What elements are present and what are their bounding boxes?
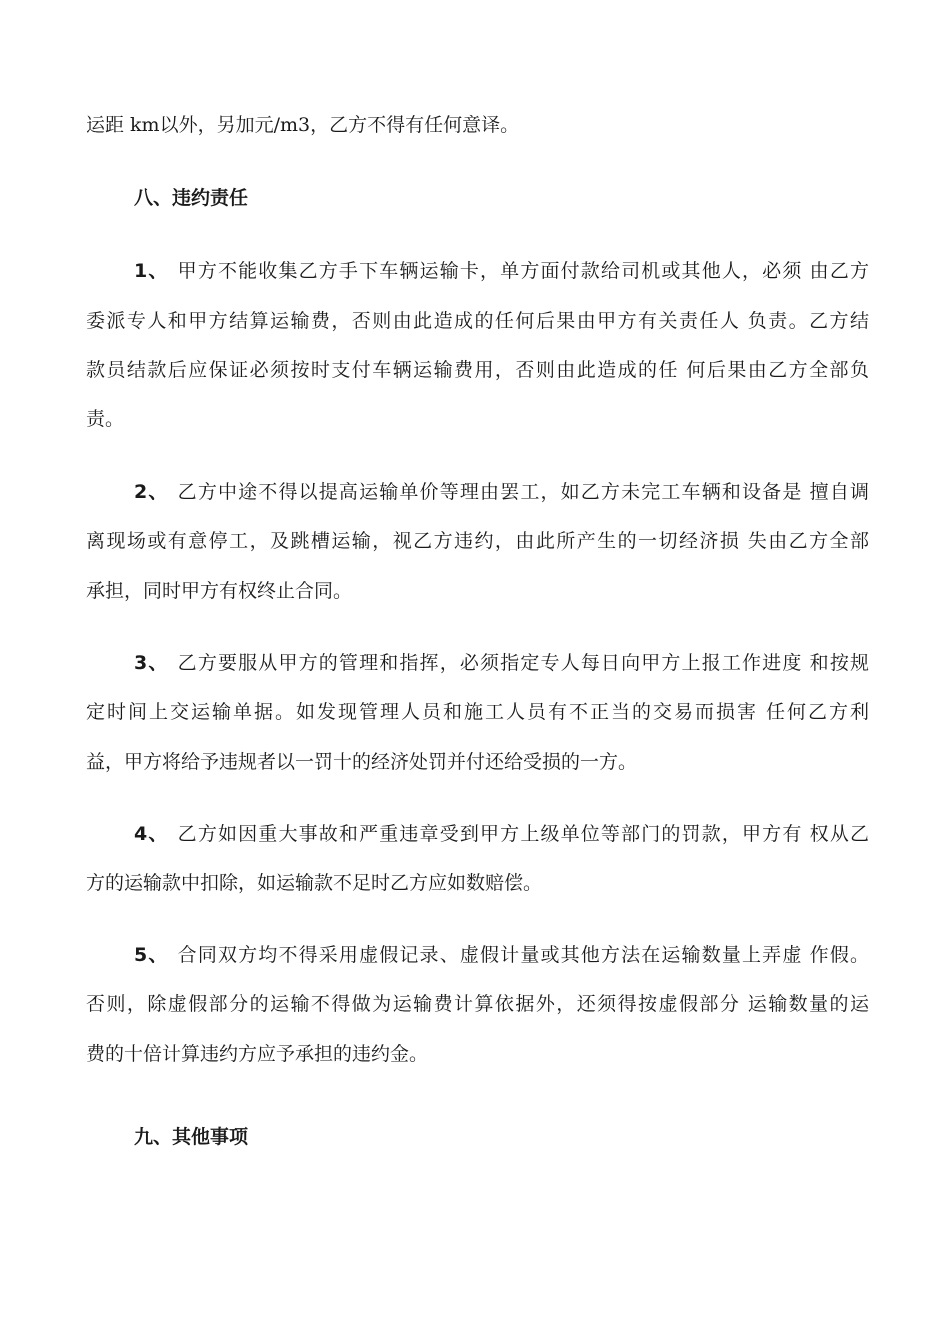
item-5-line-1: 5、 合同双方均不得采用虚假记录、虚假计量或其他方法在运输数量上弄虚 作假。	[134, 944, 869, 966]
item-5-line-3: 费的十倍计算违约方应予承担的违约金。	[86, 1043, 429, 1065]
item-3-line-1: 3、 乙方要服从甲方的管理和指挥，必须指定专人每日向甲方上报工作进度 和按规	[134, 652, 869, 674]
item-2-line-3: 承担，同时甲方有权终止合同。	[86, 580, 353, 602]
section-8-title: 八、违约责任	[134, 187, 249, 209]
item-1-line-4: 责。	[86, 408, 125, 430]
item-5-line-2: 否则，除虚假部分的运输不得做为运输费计算依据外，还须得按虚假部分 运输数量的运	[86, 993, 869, 1015]
item-4-number: 4、	[134, 823, 169, 845]
section-9-title: 九、其他事项	[134, 1126, 249, 1148]
item-1-line-3: 款员结款后应保证必须按时支付车辆运输费用，否则由此造成的任 何后果由乙方全部负	[86, 359, 869, 381]
item-2-line-2: 离现场或有意停工，及跳槽运输，视乙方违约，由此所产生的一切经济损 失由乙方全部	[86, 530, 869, 552]
item-4-line-1: 4、 乙方如因重大事故和严重违章受到甲方上级单位等部门的罚款，甲方有 权从乙	[134, 823, 869, 845]
item-1-number: 1、	[134, 260, 169, 282]
item-1-line-2: 委派专人和甲方结算运输费，否则由此造成的任何后果由甲方有关责任人 负责。乙方结	[86, 310, 869, 332]
item-1-line-1: 1、 甲方不能收集乙方手下车辆运输卡，单方面付款给司机或其他人，必须 由乙方	[134, 260, 869, 282]
item-3-line-2: 定时间上交运输单据。如发现管理人员和施工人员有不正当的交易而损害 任何乙方利	[86, 701, 869, 723]
item-5-number: 5、	[134, 944, 169, 966]
item-3-number: 3、	[134, 652, 169, 674]
item-2-line-1: 2、 乙方中途不得以提高运输单价等理由罢工，如乙方未完工车辆和设备是 擅自调	[134, 481, 869, 503]
item-3-line-3: 益，甲方将给予违规者以一罚十的经济处罚并付还给受损的一方。	[86, 751, 638, 773]
intro-line: 运距 km以外，另加元/m3，乙方不得有任何意译。	[86, 114, 520, 136]
item-2-number: 2、	[134, 481, 169, 503]
item-4-line-2: 方的运输款中扣除，如运输款不足时乙方应如数赔偿。	[86, 872, 543, 894]
